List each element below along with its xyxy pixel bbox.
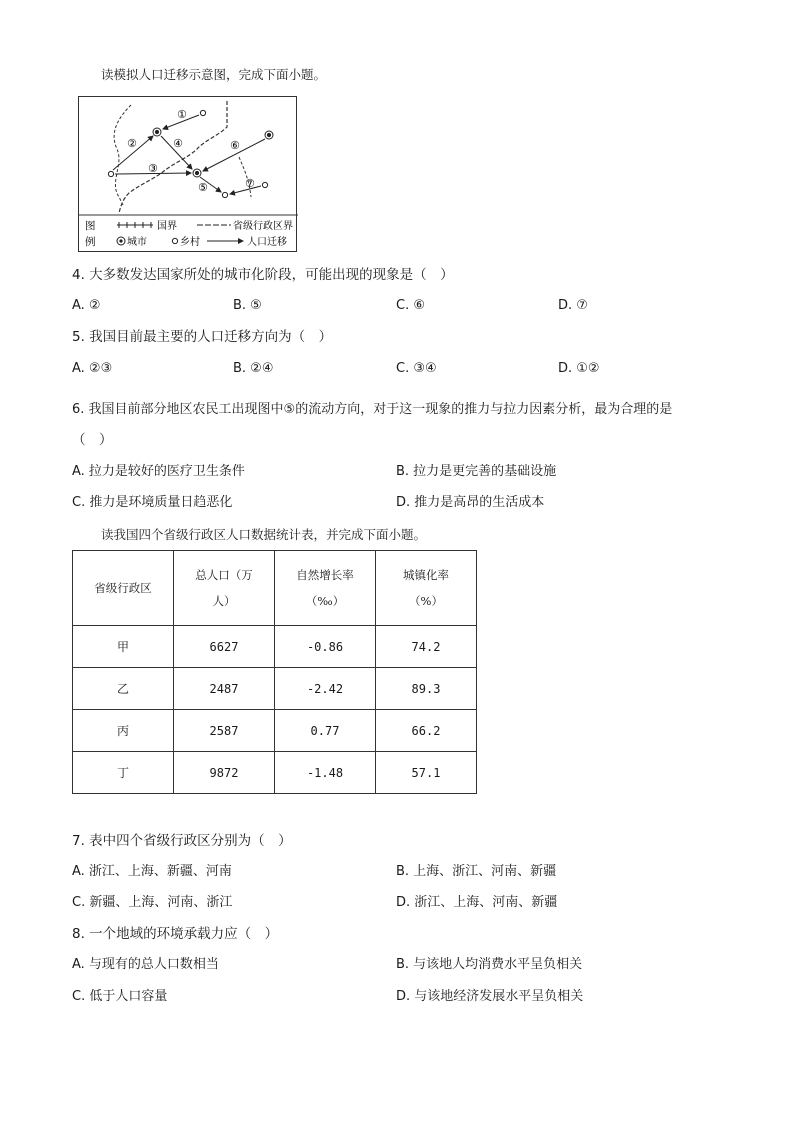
cell-population: 2587 [174, 710, 275, 752]
q5-option-d[interactable]: D. ①② [558, 361, 600, 376]
national-border-line [119, 101, 227, 213]
question-8-stem: 8. 一个地域的环境承载力应（ ） [72, 926, 279, 942]
cell-region: 丁 [73, 752, 174, 794]
legend-province-label: 省级行政区界 [233, 221, 293, 232]
marker-label: ⑥ [230, 139, 240, 152]
header-growth: 自然增长率 （‰） [275, 551, 376, 626]
cell-urban: 66.2 [376, 710, 477, 752]
city-icon [265, 131, 273, 139]
population-stats-table [72, 550, 477, 794]
table-header-row [73, 551, 477, 626]
cell-urban: 89.3 [376, 668, 477, 710]
cell-growth: -2.42 [275, 668, 376, 710]
q8-option-d[interactable]: D. 与该地经济发展水平呈负相关 [396, 989, 584, 1004]
village-icon [200, 110, 205, 115]
q5-option-a[interactable]: A. ②③ [72, 361, 113, 376]
q7-option-b[interactable]: B. 上海、浙江、河南、新疆 [396, 864, 557, 879]
cell-population: 6627 [174, 626, 275, 668]
q5-option-c[interactable]: C. ③④ [396, 361, 437, 376]
cell-growth: -1.48 [275, 752, 376, 794]
legend-migration-label: 人口迁移 [247, 237, 287, 248]
q6-option-c[interactable]: C. 推力是环境质量日趋恶化 [72, 495, 233, 510]
table-row [73, 710, 477, 752]
q4-option-c[interactable]: C. ⑥ [396, 298, 425, 313]
q6-option-b[interactable]: B. 拉力是更完善的基础设施 [396, 464, 557, 479]
q6-option-a[interactable]: A. 拉力是较好的医疗卫生条件 [72, 464, 245, 479]
question-5-stem: 5. 我国目前最主要的人口迁移方向为（ ） [72, 329, 333, 345]
cell-urban: 74.2 [376, 626, 477, 668]
marker-label: ⑦ [245, 177, 255, 190]
q8-option-c[interactable]: C. 低于人口容量 [72, 989, 168, 1004]
table-row [73, 752, 477, 794]
header-region: 省级行政区 [73, 551, 174, 626]
table-row [73, 668, 477, 710]
cell-region: 丙 [73, 710, 174, 752]
village-icon [262, 182, 267, 187]
q7-option-d[interactable]: D. 浙江、上海、河南、新疆 [396, 895, 558, 910]
q4-option-b[interactable]: B. ⑤ [233, 298, 262, 313]
cell-region: 乙 [73, 668, 174, 710]
header-population: 总人口（万 人） [174, 551, 275, 626]
q6-option-d[interactable]: D. 推力是高昂的生活成本 [396, 495, 545, 510]
intro-table: 读我国四个省级行政区人口数据统计表，并完成下面小题。 [101, 527, 427, 542]
legend-border-label: 国界 [157, 221, 177, 232]
q8-option-a[interactable]: A. 与现有的总人口数相当 [72, 957, 219, 972]
legend-village-icon [172, 238, 177, 243]
cell-growth: 0.77 [275, 710, 376, 752]
marker-label: ① [177, 108, 187, 121]
table-row [73, 626, 477, 668]
province-border-line [114, 105, 131, 205]
q7-option-a[interactable]: A. 浙江、上海、新疆、河南 [72, 864, 232, 879]
legend-title-top: 图 [85, 220, 96, 232]
q7-option-c[interactable]: C. 新疆、上海、河南、浙江 [72, 895, 233, 910]
map-svg [79, 97, 298, 253]
legend-city-label: 城市 [127, 237, 147, 248]
q4-option-d[interactable]: D. ⑦ [558, 298, 588, 313]
header-urbanization: 城镇化率 （%） [376, 551, 477, 626]
question-7-stem: 7. 表中四个省级行政区分别为（ ） [72, 833, 292, 849]
question-6-stem-line1: 6. 我国目前部分地区农民工出现图中⑤的流动方向，对于这一现象的推力与拉力因素分析，最为合理的是 [72, 402, 673, 417]
village-icon [108, 171, 113, 176]
city-icon [153, 128, 161, 136]
q8-option-b[interactable]: B. 与该地人均消费水平呈负相关 [396, 957, 583, 972]
legend-title-bottom: 例 [85, 236, 96, 248]
question-4-stem: 4. 大多数发达国家所处的城市化阶段，可能出现的现象是（ ） [72, 267, 454, 283]
cell-population: 2487 [174, 668, 275, 710]
marker-label: ④ [173, 137, 183, 150]
intro-map: 读模拟人口迁移示意图，完成下面小题。 [101, 67, 327, 82]
q5-option-b[interactable]: B. ②④ [233, 361, 274, 376]
city-icon [193, 169, 201, 177]
marker-label: ⑤ [198, 181, 208, 194]
question-6-stem-line2: （ ） [72, 432, 113, 448]
cell-growth: -0.86 [275, 626, 376, 668]
marker-label: ③ [148, 162, 158, 175]
cell-region: 甲 [73, 626, 174, 668]
q4-option-a[interactable]: A. ② [72, 298, 101, 313]
legend-village-label: 乡村 [180, 237, 200, 248]
cell-urban: 57.1 [376, 752, 477, 794]
marker-label: ② [127, 137, 137, 150]
cell-population: 9872 [174, 752, 275, 794]
migration-map [78, 96, 297, 252]
legend-border-symbol [117, 222, 153, 228]
village-icon [222, 192, 227, 197]
